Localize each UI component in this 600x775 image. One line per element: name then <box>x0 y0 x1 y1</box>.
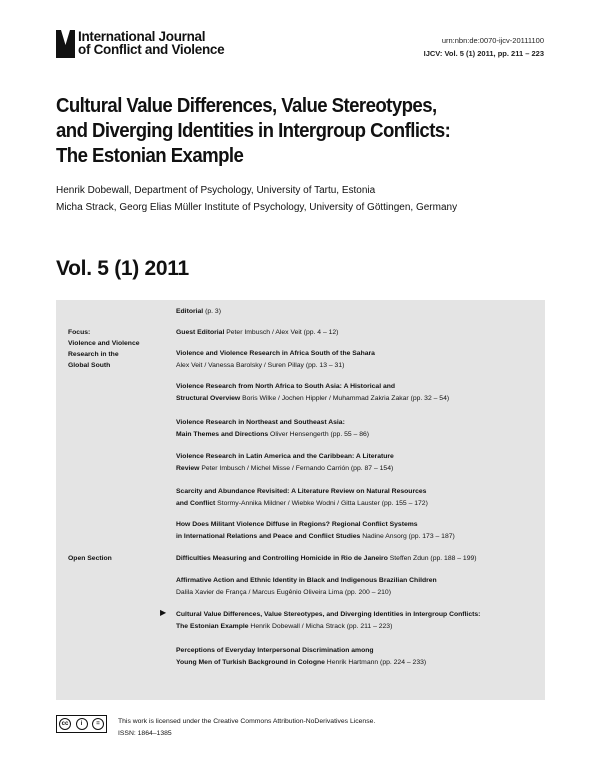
article-title: Cultural Value Differences, Value Stereotypes, and Diverging Identities in Intergroup Conflicts: The Estonian Example <box>56 95 451 167</box>
focus-section-label: Focus: Violence and Violence Research in the Global South <box>68 329 140 369</box>
toc-entry[interactable]: Violence Research in Northeast and Southeast Asia: Main Themes and Directions Oliver Hensengerth (pp. 55 – 86) <box>176 419 370 438</box>
toc-entry[interactable]: Difficulties Measuring and Controlling Homicide in Rio de Janeiro Steffen Zdun (pp. 188 – 199) <box>176 555 477 562</box>
license-text: This work is licensed under the Creative Commons Attribution-NoDerivatives License. ISSN: 1864–1385 <box>118 716 375 740</box>
open-section-label: Open Section <box>68 555 112 562</box>
toc-entry[interactable]: Editorial (p. 3) <box>176 308 221 315</box>
toc-entry-current[interactable]: Cultural Value Differences, Value Stereotypes, and Diverging Identities in Intergroup Conflicts: The Estonian Example Henrik Dobewall / Micha Strack (pp. 211 – 223) <box>176 611 481 630</box>
author-2: Micha Strack, Georg Elias Müller Institute of Psychology, University of Göttingen, Germany <box>56 202 458 213</box>
attribution-icon: i <box>76 718 88 730</box>
author-1: Henrik Dobewall, Department of Psychology, University of Tartu, Estonia <box>56 185 376 196</box>
issn: ISSN: 1864–1385 <box>118 730 172 737</box>
authors <box>56 182 457 216</box>
cc-icon: cc <box>59 718 71 730</box>
toc-entry[interactable]: Perceptions of Everyday Interpersonal Discrimination among Young Men of Turkish Background in Cologne Henrik Hartmann (pp. 224 – 233) <box>176 647 427 666</box>
toc-entry[interactable]: Violence Research in Latin America and the Caribbean: A Literature Review Peter Imbusch / Michel Misse / Fernando Carrión (pp. 87 – 154) <box>176 453 394 472</box>
issue-heading: Vol. 5 (1) 2011 <box>56 257 189 280</box>
cc-license-badge[interactable] <box>56 715 107 733</box>
toc-entry[interactable]: Violence and Violence Research in Africa South of the Sahara Alex Veit / Vanessa Barolsky / Suren Pillay (pp. 13 – 31) <box>176 350 375 369</box>
toc-entry[interactable]: How Does Militant Violence Diffuse in Regions? Regional Conflict Systems in International Relations and Peace and Conflict Studies Nadine Ansorg (pp. 173 – 187) <box>176 521 455 540</box>
journal-name: International Journal of Conflict and Violence <box>78 29 225 57</box>
no-derivatives-icon: = <box>92 718 104 730</box>
current-article-marker-icon: ▶ <box>160 608 167 617</box>
toc-entry[interactable]: Violence Research from North Africa to South Asia: A Historical and Structural Overview Boris Wilke / Jochen Hippler / Muhammad Zakria Zakar (pp. 32 – 54) <box>176 383 450 402</box>
journal-logo <box>56 30 224 58</box>
journal-logo-mark <box>56 30 75 58</box>
toc-entry[interactable]: Scarcity and Abundance Revisited: A Literature Review on Natural Resources and Conflict Stormy-Annika Mildner / Wiebke Wodni / Gitta Lauster (pp. 155 – 172) <box>176 488 428 507</box>
article-meta <box>424 34 544 60</box>
citation: IJCV: Vol. 5 (1) 2011, pp. 211 – 223 <box>423 49 544 58</box>
toc-entry[interactable]: Affirmative Action and Ethnic Identity in Black and Indigenous Brazilian Children Dalila Xavier de França / Marcus Eugênio Oliveira Lima (pp. 200 – 210) <box>176 577 437 596</box>
urn: urn:nbn:de:0070-ijcv-20111100 <box>441 36 544 45</box>
toc-entry[interactable]: Guest Editorial Peter Imbusch / Alex Veit (pp. 4 – 12) <box>176 329 339 336</box>
